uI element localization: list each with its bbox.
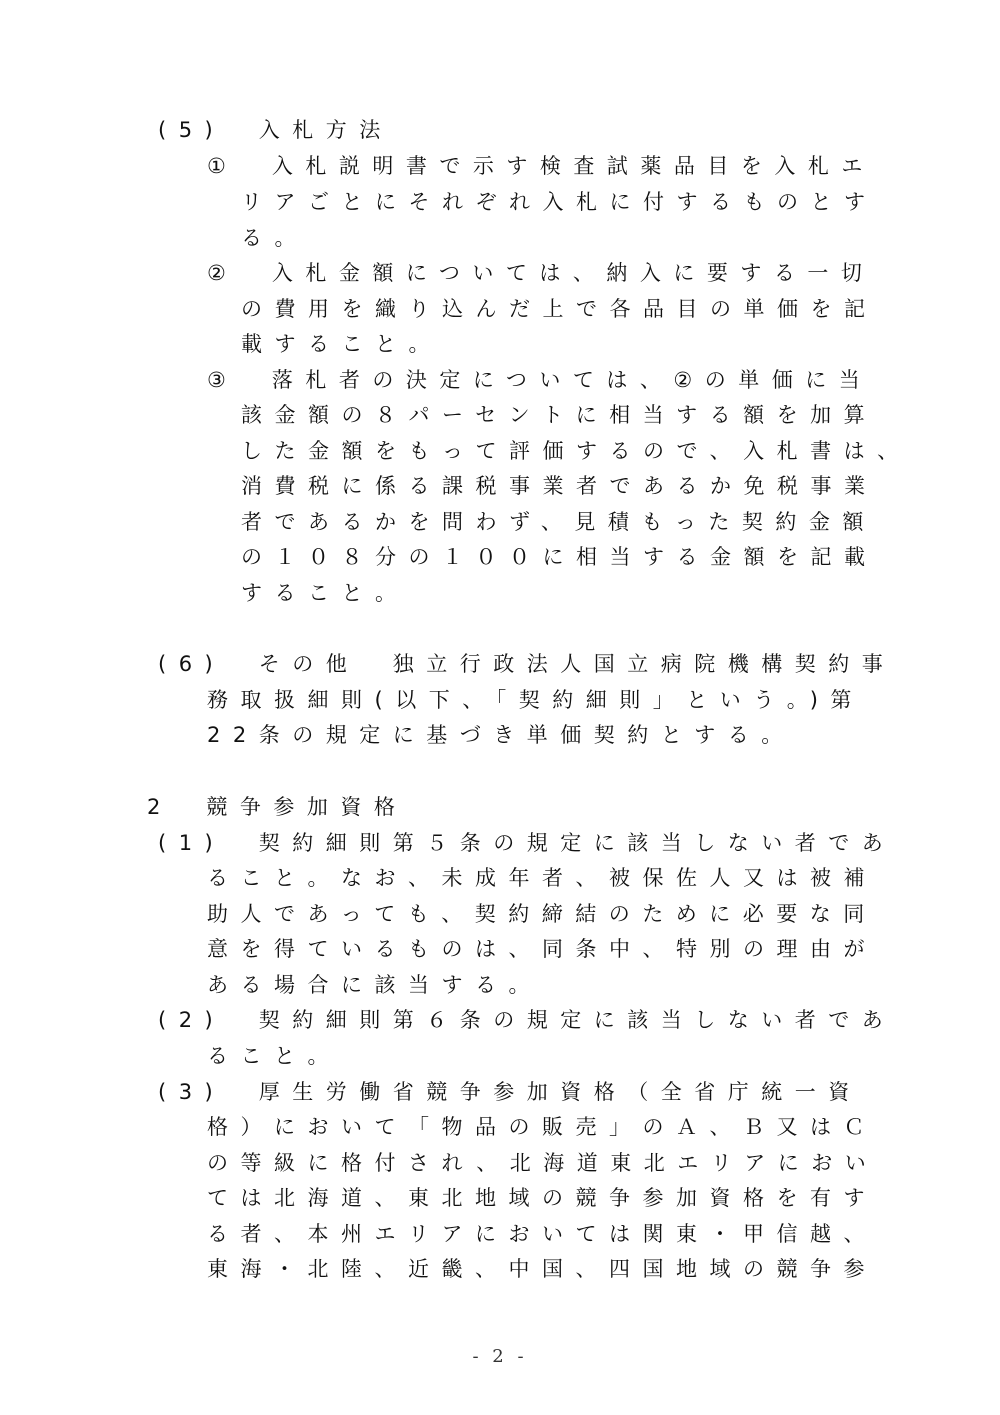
section-5-item-3-line-4: 消費税に係る課税事業者であるか免税事業 <box>241 474 878 498</box>
section-5-item-3-line-7: すること。 <box>241 581 409 605</box>
section-5-item-3-line-2: 該金額の８パーセントに相当する額を加算 <box>241 403 878 427</box>
clause-3-line-4: ては北海道、東北地域の競争参加資格を有す <box>207 1186 877 1210</box>
clause-2-line-2: ること。 <box>207 1044 341 1068</box>
clause-3-line-2: 格）において「物品の販売」のＡ、Ｂ又はＣ <box>207 1115 877 1139</box>
section-5-item-3-line-6: の１０８分の１００に相当する金額を記載 <box>241 545 878 569</box>
section-5-item-1-line-3: る。 <box>241 226 308 250</box>
clause-1-line-4: 意を得ているものは、同条中、特別の理由が <box>207 937 877 961</box>
clause-3-line-3: の等級に格付され、北海道東北エリアにおい <box>207 1151 879 1175</box>
section-5-item-3-line-1: ③ 落札者の決定については、②の単価に当 <box>207 368 873 392</box>
clause-3-line-6: 東海・北陸、近畿、中国、四国地域の競争参 <box>207 1257 877 1281</box>
section-5-item-1-line-1: ① 入札説明書で示す検査試薬品目を入札エ <box>207 154 875 178</box>
clause-3-line-1: (3) 厚生労働省競争参加資格（全省庁統一資 <box>158 1080 862 1104</box>
section-5-item-3-line-3: した金額をもって評価するので、入札書は、 <box>241 439 911 463</box>
clause-2-line-1: (2) 契約細則第６条の規定に該当しない者であ <box>158 1008 896 1032</box>
clause-1-line-5: ある場合に該当する。 <box>207 973 542 997</box>
clause-1-line-2: ること。なお、未成年者、被保佐人又は被補 <box>207 866 877 890</box>
section-5-item-1-line-2: リアごとにそれぞれ入札に付するものとす <box>241 190 878 214</box>
section-5-item-2-line-3: 載すること。 <box>241 332 442 356</box>
clause-3-line-5: る者、本州エリアにおいては関東・甲信越、 <box>207 1222 877 1246</box>
section-5-item-3-line-5: 者であるかを問わず、見積もった契約金額 <box>241 510 876 534</box>
section-5-item-2-line-1: ② 入札金額については、納入に要する一切 <box>207 261 875 285</box>
page-number: - 2 - <box>472 1346 528 1367</box>
clause-1-line-3: 助人であっても、契約締結のために必要な同 <box>207 902 877 926</box>
clause-1-line-1: (1) 契約細則第５条の規定に該当しない者であ <box>158 831 896 855</box>
section-6-line-3: 22条の規定に基づき単価契約とする。 <box>207 723 795 747</box>
section-5-item-2-line-2: の費用を織り込んだ上で各品目の単価を記 <box>241 297 878 321</box>
chapter-2-heading: 2 競争参加資格 <box>147 795 408 819</box>
section-6-line-2: 務取扱細則(以下、「契約細則」という。)第 <box>207 688 864 712</box>
section-6-line-1: (6) その他 独立行政法人国立病院機構契約事 <box>158 652 896 676</box>
section-5-heading: (5) 入札方法 <box>158 118 393 142</box>
